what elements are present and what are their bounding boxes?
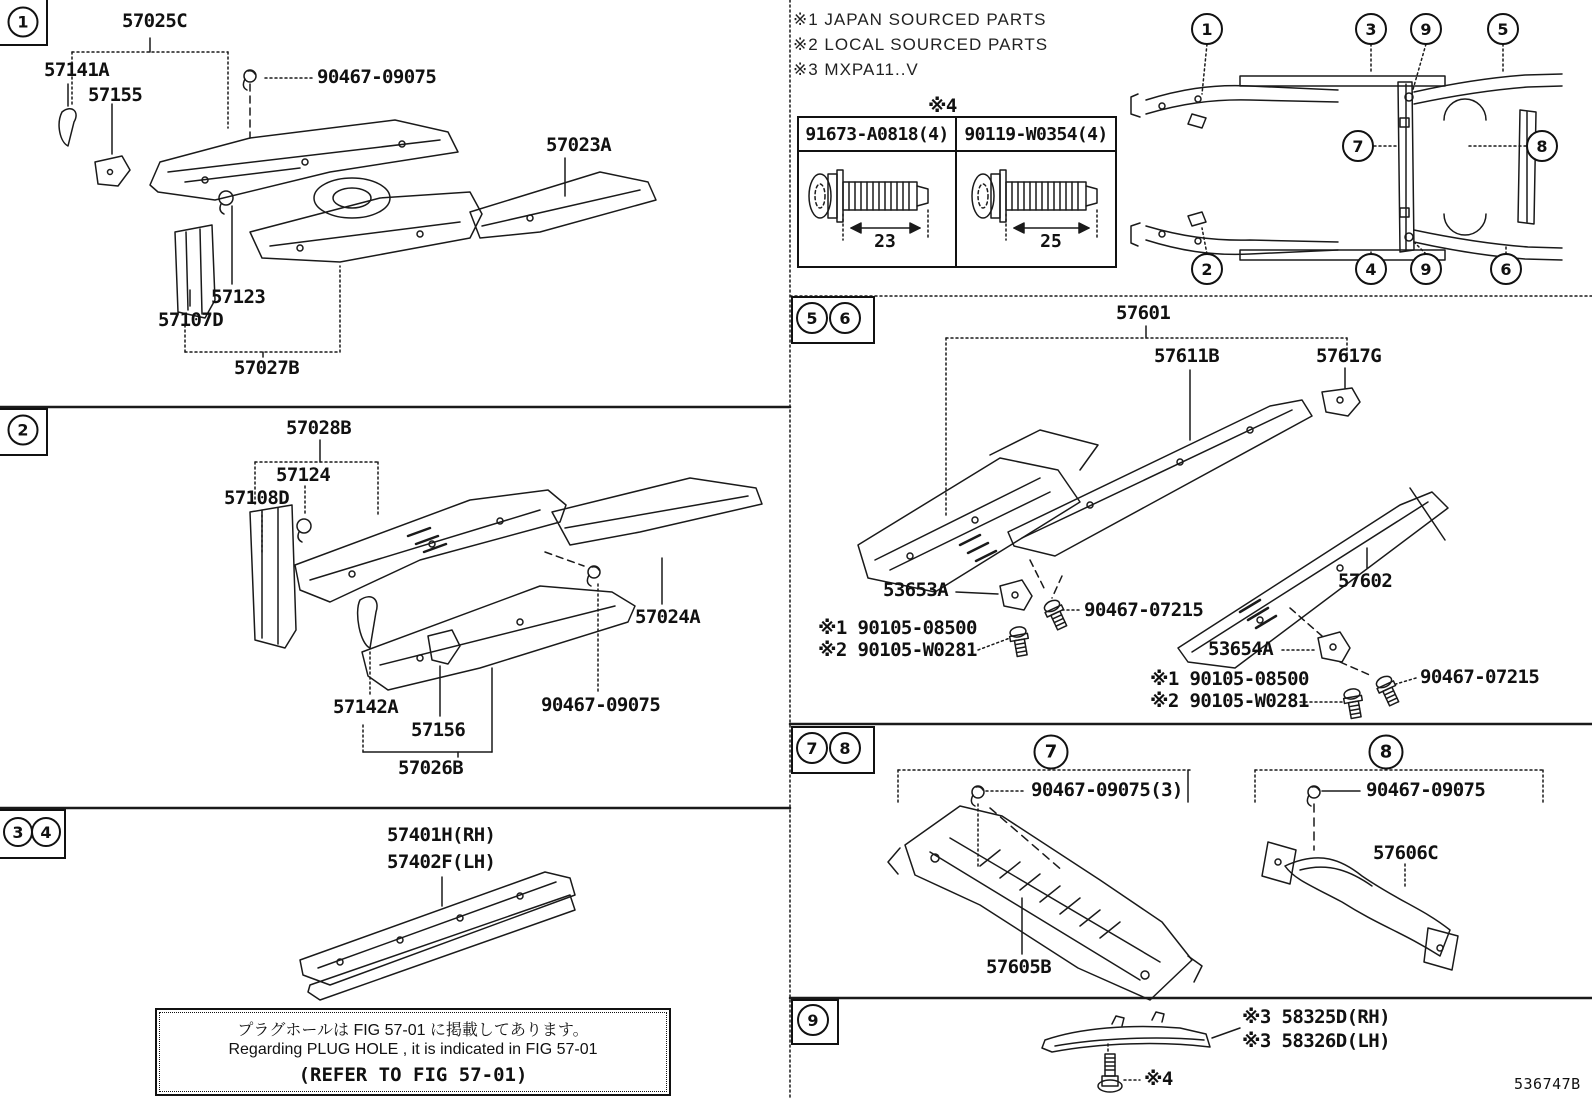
part-label-57107d: 57107D	[158, 309, 224, 331]
part-label-57025c: 57025C	[122, 10, 188, 32]
part-label-57611b: 57611B	[1154, 345, 1220, 367]
frame-callout-2: 2	[1191, 253, 1223, 285]
frame-callout-3: 3	[1355, 13, 1387, 45]
legend-japan-sourced: ※1 JAPAN SOURCED PARTS	[793, 10, 1047, 29]
part-label-57108d: 57108D	[224, 487, 290, 509]
fastener-table-title: ※4	[928, 95, 957, 117]
part-label-90467-09075-3: 90467-09075(3)	[1031, 779, 1183, 801]
note-marker-4: ※4	[1144, 1068, 1173, 1090]
part-label-57124: 57124	[276, 464, 331, 486]
part-label-57617g: 57617G	[1316, 345, 1382, 367]
fastener-col-90119: 90119-W0354(4)	[957, 118, 1115, 152]
part-label-57155: 57155	[88, 84, 143, 106]
panel56-bracket-53654A-drawing	[1318, 632, 1350, 662]
part-label-90105-w0281-a: ※2 90105-W0281	[818, 639, 977, 661]
panel9-tab-number: 9	[797, 1004, 829, 1036]
bolt-length-25: 25	[1040, 231, 1062, 252]
fastener-col-91673: 91673-A0818(4)	[799, 118, 957, 152]
part-label-57028b: 57028B	[286, 417, 352, 439]
frame-callout-6: 6	[1490, 253, 1522, 285]
panel1-small-parts-drawing	[59, 109, 233, 318]
frame-callout-7: 7	[1342, 130, 1374, 162]
part-label-90467-09075-p8: 90467-09075	[1366, 779, 1486, 801]
panel2-clip-icon	[587, 566, 600, 586]
part-label-57024a: 57024A	[635, 606, 701, 628]
part-label-58326d-lh: ※3 58326D(LH)	[1242, 1030, 1390, 1052]
frame-callout-8: 8	[1526, 130, 1558, 162]
plug-hole-note-box	[155, 1008, 671, 1096]
panel1-tab-number: 1	[8, 7, 39, 38]
part-label-57402f-lh: 57402F(LH)	[387, 851, 496, 873]
part-label-53653a: 53653A	[883, 579, 949, 601]
panel9-bolt-drawing	[1098, 1044, 1140, 1092]
part-label-57026b: 57026B	[398, 757, 464, 779]
panel2-apron-assembly-drawing	[250, 478, 762, 690]
panel78-tab-number-7: 7	[796, 732, 828, 764]
part-label-57602: 57602	[1338, 570, 1393, 592]
part-label-90467-09075-p1: 90467-09075	[317, 66, 437, 88]
panel78-tab-number-8: 8	[829, 732, 861, 764]
panel56-bracket-53653A-drawing	[1000, 580, 1032, 610]
part-label-57023a: 57023A	[546, 134, 612, 156]
part-label-57605b: 57605B	[986, 956, 1052, 978]
panel2-small-parts-drawing	[358, 597, 460, 664]
panel34-tab-number-3: 3	[3, 817, 33, 847]
note-line-refer: (REFER TO FIG 57-01)	[298, 1064, 528, 1086]
part-label-57156: 57156	[411, 719, 466, 741]
panel9-moulding-drawing	[1042, 1012, 1240, 1052]
part-label-57601: 57601	[1116, 302, 1171, 324]
figure-number: 536747B	[1514, 1075, 1581, 1093]
part-label-90105-08500-b: ※1 90105-08500	[1150, 668, 1309, 690]
legend-model-code: ※3 MXPA11..V	[793, 60, 919, 79]
group7-callout: 7	[1034, 735, 1069, 770]
panel34-tab-number-4: 4	[31, 817, 61, 847]
part-label-58325d-rh: ※3 58325D(RH)	[1242, 1006, 1390, 1028]
part-label-90467-07215-b: 90467-07215	[1420, 666, 1540, 688]
part-label-57401h-rh: 57401H(RH)	[387, 824, 496, 846]
panel56-left-rail-drawing	[858, 430, 1098, 592]
panel56-tab-number-6: 6	[829, 302, 861, 334]
legend-local-sourced: ※2 LOCAL SOURCED PARTS	[793, 35, 1049, 54]
panel56-center-rail-57611B-drawing	[1008, 400, 1312, 556]
frame-callout-1: 1	[1191, 13, 1223, 45]
note-line-japanese: プラグホールは FIG 57-01 に掲載してあります。	[237, 1022, 589, 1039]
part-label-90105-08500-a: ※1 90105-08500	[818, 617, 977, 639]
frame-callout-9-top: 9	[1410, 13, 1442, 45]
panel1-side-rail-57023A-drawing	[470, 172, 656, 238]
part-label-57142a: 57142A	[333, 696, 399, 718]
part-label-90105-w0281-b: ※2 90105-W0281	[1150, 690, 1309, 712]
frame-callout-5: 5	[1487, 13, 1519, 45]
part-label-57141a: 57141A	[44, 59, 110, 81]
panel56-clip-57617G-drawing	[1322, 388, 1360, 416]
part-label-57027b: 57027B	[234, 357, 300, 379]
note-line-english: Regarding PLUG HOLE , it is indicated in FIG 57-01	[228, 1041, 598, 1058]
panel34-rocker-drawing	[300, 872, 575, 1000]
part-label-90467-09075-p2: 90467-09075	[541, 694, 661, 716]
frame-overview-drawing	[1131, 74, 1562, 260]
bolt-length-23: 23	[874, 231, 896, 252]
part-label-90467-07215-a: 90467-07215	[1084, 599, 1204, 621]
part-label-57606c: 57606C	[1373, 842, 1439, 864]
panel56-tab-number-5: 5	[796, 302, 828, 334]
frame-callout-4: 4	[1355, 253, 1387, 285]
part-label-57123: 57123	[211, 286, 266, 308]
part-label-53654a: 53654A	[1208, 638, 1274, 660]
panel2-tab-number: 2	[8, 415, 39, 446]
group8-callout: 8	[1369, 735, 1404, 770]
frame-callout-9-bottom: 9	[1410, 253, 1442, 285]
